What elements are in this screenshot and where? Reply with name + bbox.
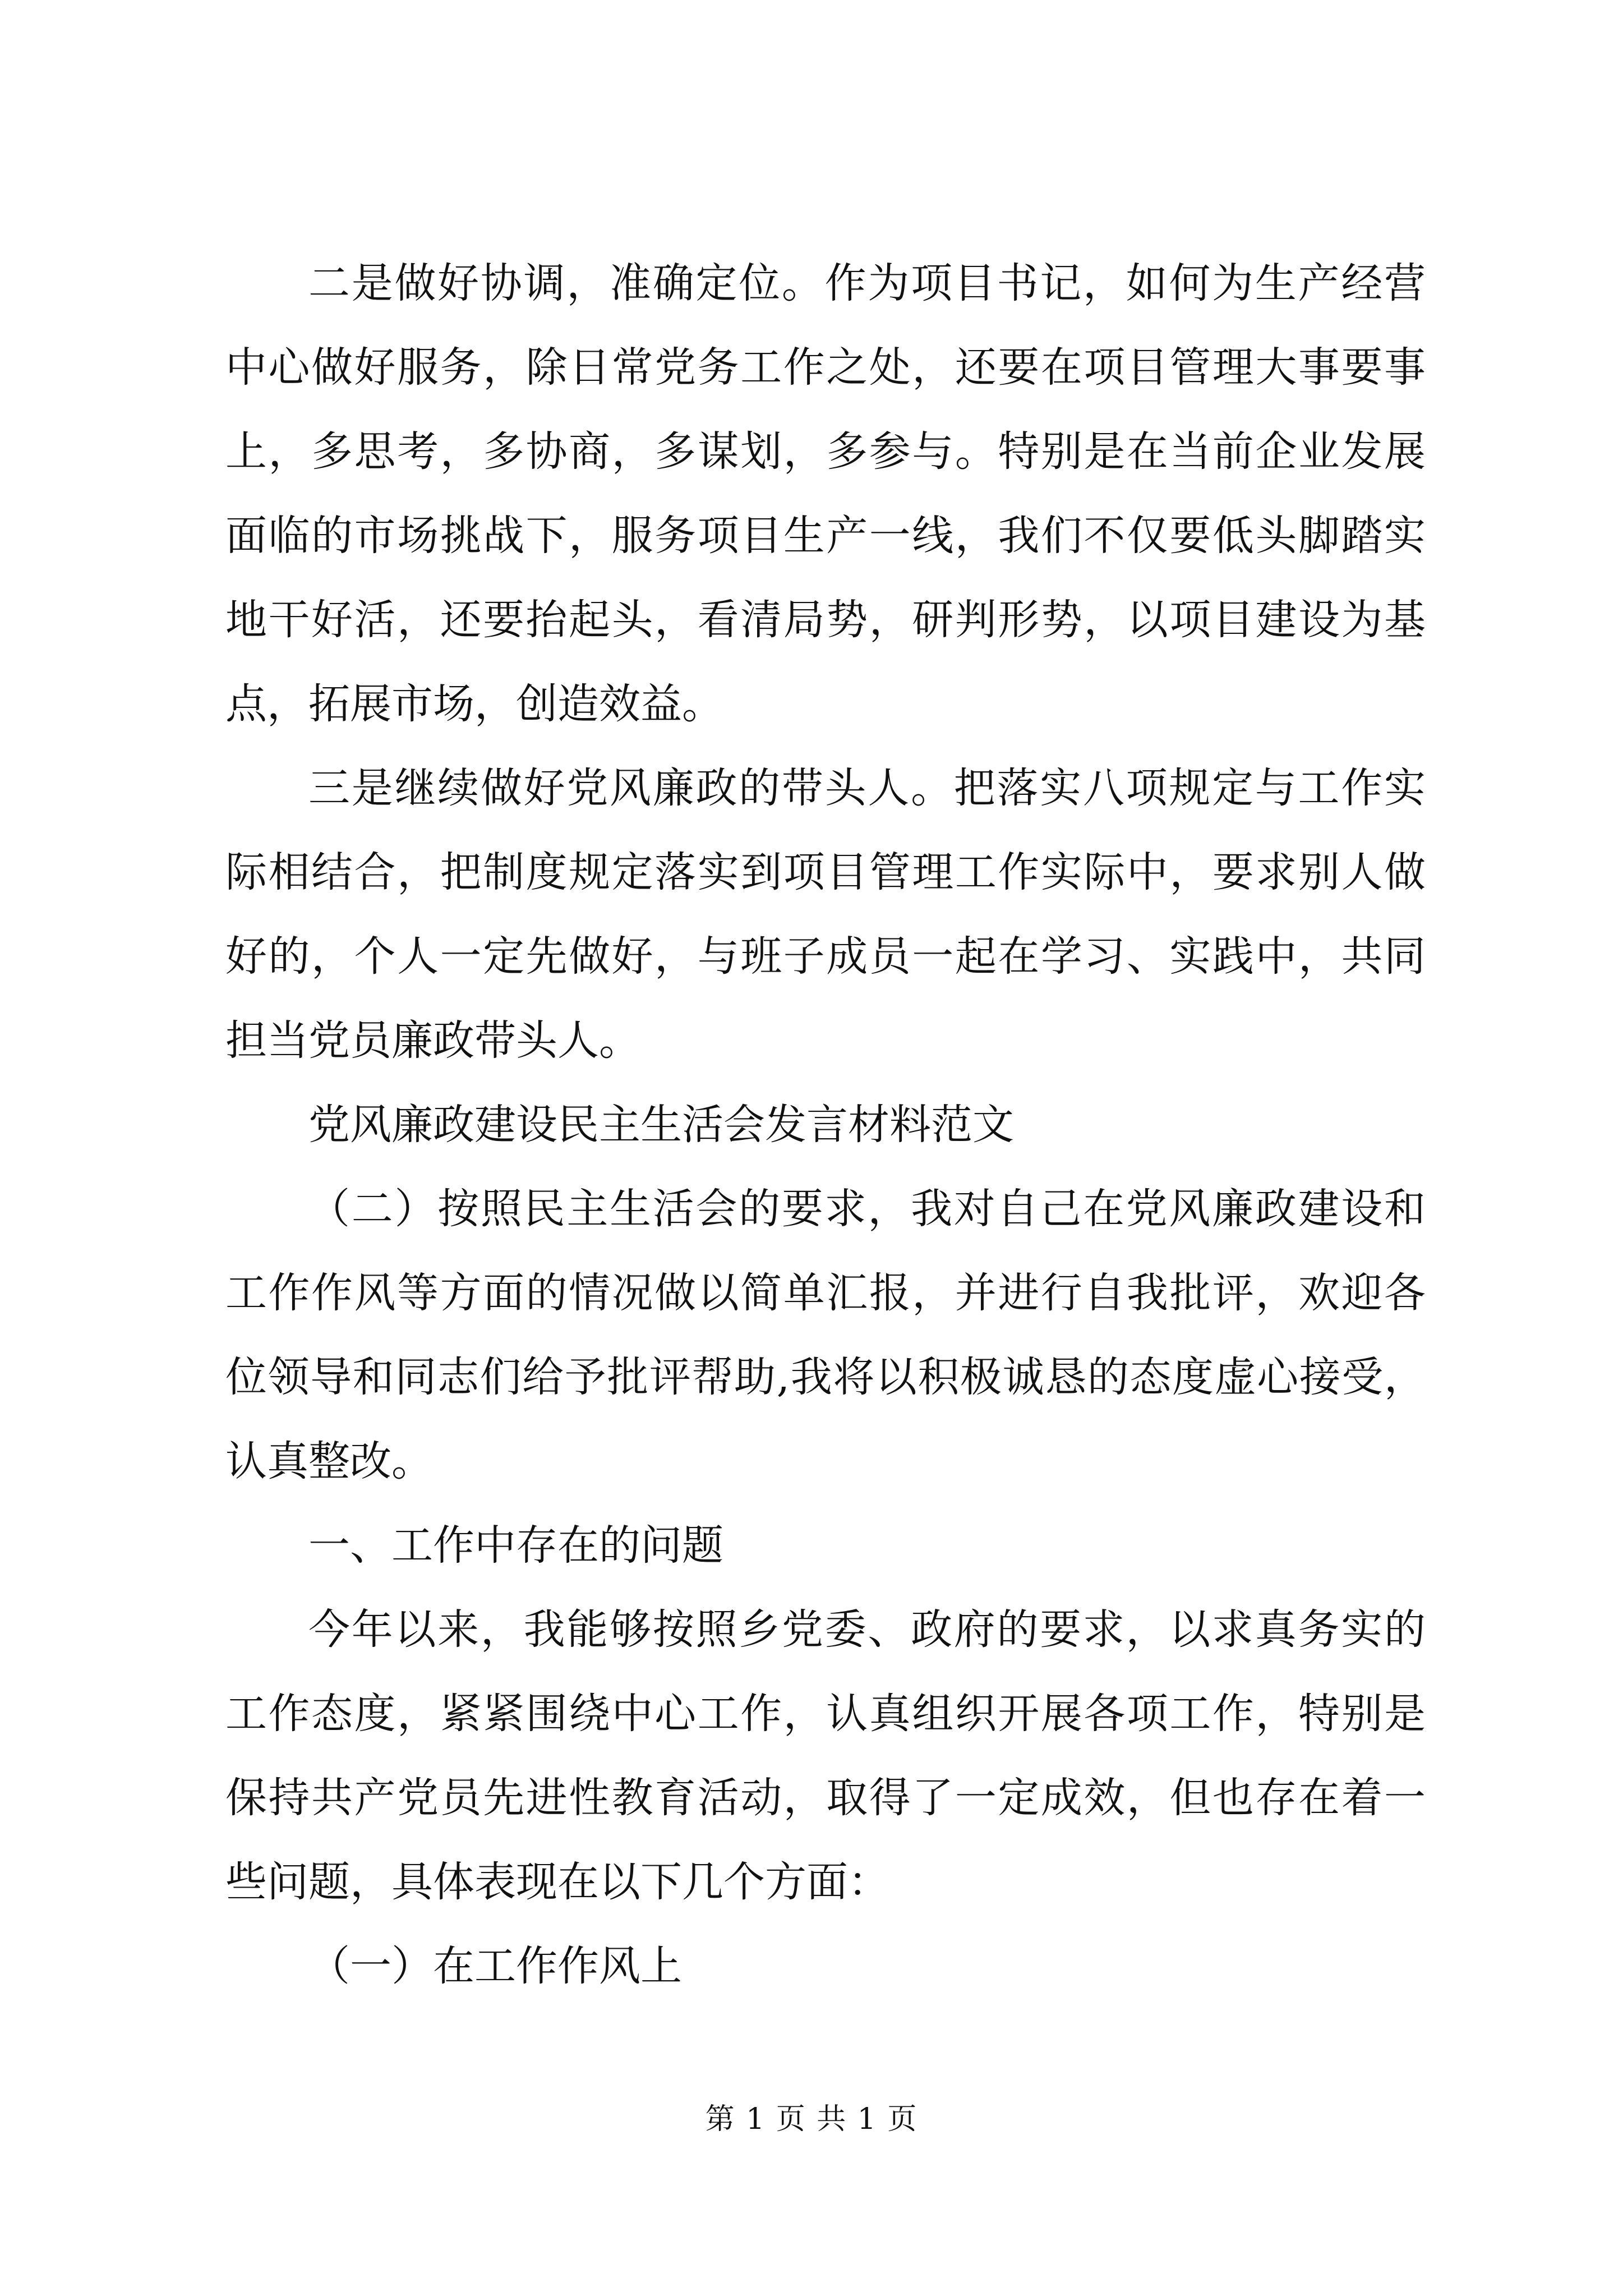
document-body [225,241,1426,2008]
paragraph-introduction: （二）按照民主生活会的要求，我对自己在党风廉政建设和工作作风等方面的情况做以简单汇报，并进行自我批评，欢迎各位领导和同志们给予批评帮助,我将以积极诚恳的态度虚心接受，认真整改。 [225,1185,1426,1485]
page-footer: 第 1 页 共 1 页 [705,2102,918,2136]
subsection-heading-work-style: （一）在工作作风上 [308,1942,682,1990]
document-title: 党风廉政建设民主生活会发言材料范文 [308,1101,1014,1149]
section-heading-problems: 一、工作中存在的问题 [308,1521,723,1570]
paragraph-coordination: 二是做好协调，准确定位。作为项目书记，如何为生产经营中心做好服务，除日常党务工作之处，还要在项目管理大事要事上，多思考，多协商，多谋划，多参与。特别是在当前企业发展面临的市场挑战下，服务项目生产一线，我们不仅要低头脚踏实地干好活，还要抬起头，看清局势，研判形势，以项目建设为基点，拓展市场，创造效益。 [225,259,1426,728]
paragraph-overview: 今年以来，我能够按照乡党委、政府的要求，以求真务实的工作态度，紧紧围绕中心工作，认真组织开展各项工作，特别是保持共产党员先进性教育活动，取得了一定成效，但也存在着一些问题，具体表现在以下几个方面： [225,1605,1426,1906]
paragraph-integrity-leader: 三是继续做好党风廉政的带头人。把落实八项规定与工作实际相结合，把制度规定落实到项目管理工作实际中，要求别人做好的，个人一定先做好，与班子成员一起在学习、实践中，共同担当党员廉政带头人。 [225,764,1426,1065]
